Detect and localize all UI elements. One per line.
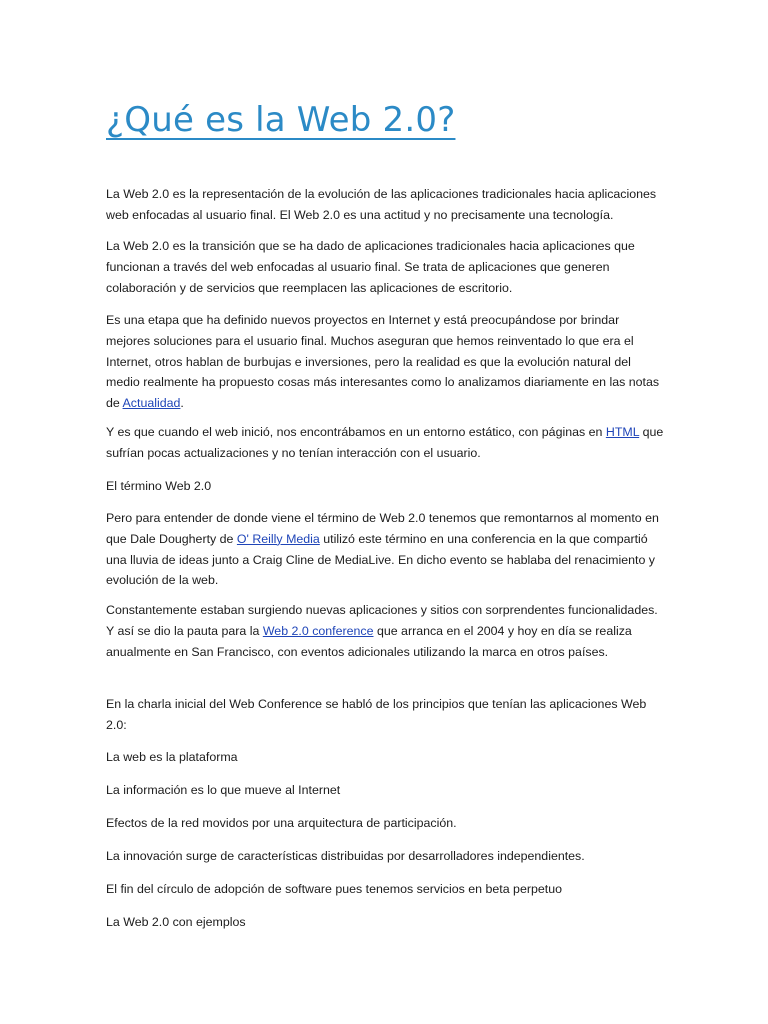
paragraph-text: . (180, 396, 184, 411)
paragraph-text: que arranca en el 2004 y hoy en día se realiza anualmente en San Francisco, con eventos adicionales utilizando la marca en otros países. (106, 623, 632, 659)
paragraph-static-web (106, 422, 666, 464)
page-title: ¿Qué es la Web 2.0? (106, 100, 456, 140)
paragraph-text: que sufrían pocas actualizaciones y no tenían interacción con el usuario. (106, 425, 664, 460)
section-heading-examples: La Web 2.0 con ejemplos (106, 915, 246, 929)
html-link[interactable]: HTML (605, 425, 640, 439)
paragraph-text: Constantemente estaban surgiendo nuevas aplicaciones y sitios con sorprendentes funcionalidades. Y así se dio la pauta para la (106, 603, 658, 638)
paragraph-new-projects (106, 310, 666, 414)
paragraph-transition: La Web 2.0 es la transición que se ha dado de aplicaciones tradicionales hacia aplicaciones que funcionan a través del web enfocadas al usuario final. Se trata de aplicaciones que generen colaboración y de servicios que reemplacen las aplicaciones de escritorio. (106, 239, 635, 295)
actualidad-link[interactable]: Actualidad (122, 396, 181, 411)
oreilly-media-link[interactable]: O' Reilly Media (236, 531, 320, 546)
principle-network-effects: Efectos de la red movidos por una arquitectura de participación. (106, 816, 457, 830)
paragraph-text: Pero para entender de donde viene el término de Web 2.0 tenemos que remontarnos al momento en que Dale Dougherty de (106, 511, 659, 546)
principle-platform: La web es la plataforma (106, 750, 238, 764)
paragraph-text: Es una etapa que ha definido nuevos proyectos en Internet y está preocupándose por brindar mejores soluciones para el usuario final. Muchos aseguran que hemos reinventado lo que era el Internet, otros hablan de burbujas e inversiones, pero la realidad es que la evolución natural del medio realmente ha propuesto cosas más interesantes como lo analizamos diariamente en las notas de (106, 313, 660, 411)
paragraph-origin (106, 508, 666, 591)
principle-information: La información es lo que mueve al Internet (106, 783, 341, 797)
principle-perpetual-beta: El fin del círculo de adopción de software pues tenemos servicios en beta perpetuo (106, 882, 562, 896)
paragraph-text: utilizó este término en una conferencia en la que compartió una lluvia de ideas junto a Craig Cline de MediaLive. En dicho evento se hablaba del renacimiento y evolución de la web. (106, 531, 655, 588)
section-heading-term: El término Web 2.0 (106, 479, 212, 493)
paragraph-definition: La Web 2.0 es la representación de la evolución de las aplicaciones tradicionales hacia aplicaciones web enfocadas al usuario final. El Web 2.0 es una actitud y no precisamente una tecnología. (106, 187, 657, 222)
principle-innovation: La innovación surge de características distribuidas por desarrolladores independientes. (106, 849, 585, 863)
paragraph-principles-intro: En la charla inicial del Web Conference se habló de los principios que tenían las aplicaciones Web 2.0: (106, 697, 647, 732)
paragraph-conference (106, 600, 666, 662)
paragraph-text: Y es que cuando el web inició, nos encontrábamos en un entorno estático, con páginas en (106, 425, 606, 439)
web20-conference-link[interactable]: Web 2.0 conference (262, 623, 374, 638)
